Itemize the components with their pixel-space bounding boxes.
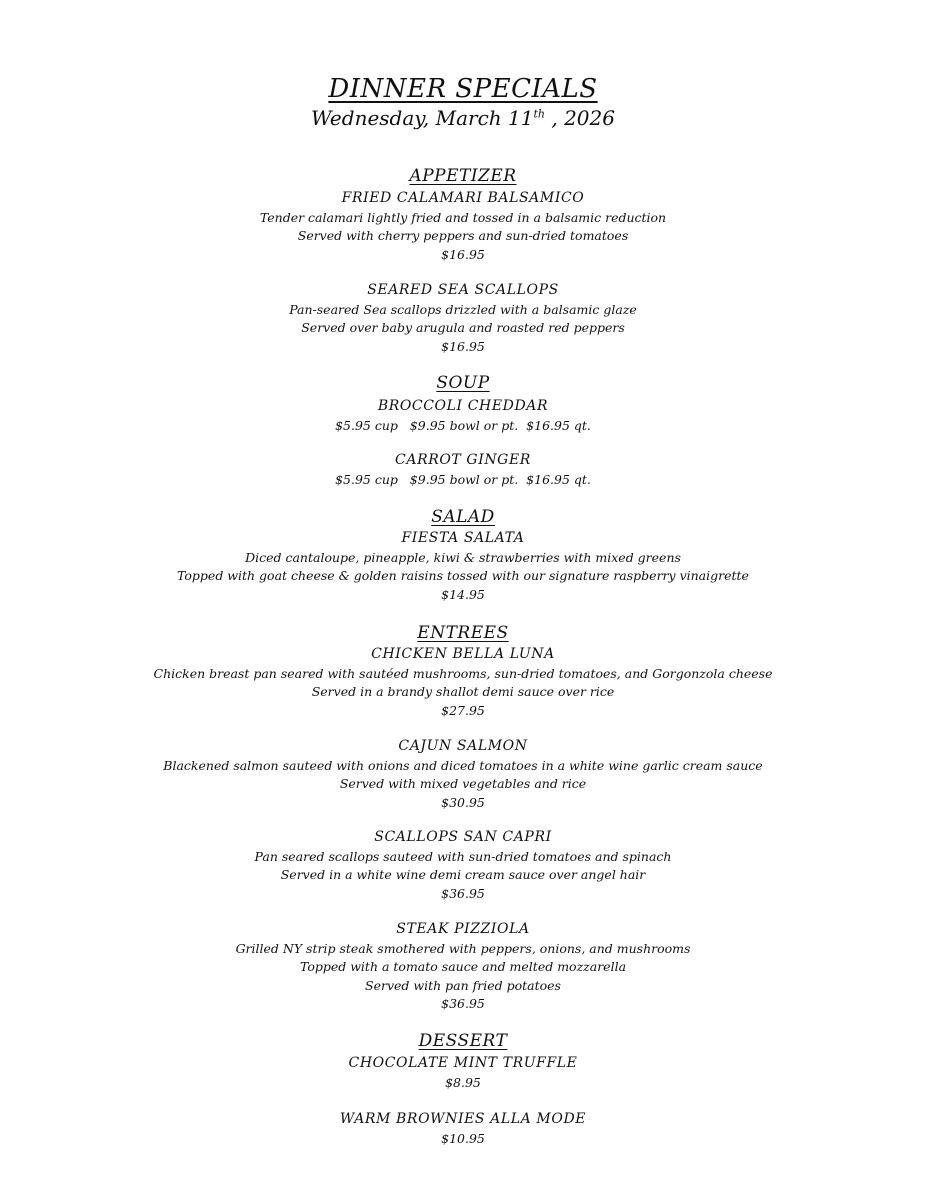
menu-item [0, 920, 926, 1014]
section-heading-appetizer: APPETIZER [409, 166, 517, 186]
item-price: $36.95 [441, 885, 485, 901]
date-text: Wednesday, March 11 [311, 106, 534, 130]
item-description: Chicken breast pan seared with sautéed mushrooms, sun-dried tomatoes, and Gorgonzola cheese [153, 665, 773, 681]
item-name: CHOCOLATE MINT TRUFFLE [348, 1055, 578, 1071]
section-heading-entrees: ENTREES [417, 623, 509, 643]
menu-item [0, 281, 926, 356]
menu-item [0, 737, 926, 812]
item-description: Diced cantaloupe, pineapple, kiwi & strawberries with mixed greens [245, 549, 681, 565]
item-description: Grilled NY strip steak smothered with peppers, onions, and mushrooms [235, 940, 691, 956]
menu-date [0, 104, 926, 132]
item-name: WARM BROWNIES ALLA MODE [339, 1111, 587, 1127]
menu-item [0, 189, 926, 264]
item-description: Topped with a tomato sauce and melted mozzarella [299, 959, 627, 974]
item-description: Topped with goat cheese & golden raisins tossed with our signature raspberry vinaigrette [177, 568, 749, 583]
item-price: $10.95 [441, 1130, 485, 1146]
item-description: Served with cherry peppers and sun-dried tomatoes [297, 228, 629, 243]
menu-title: DINNER SPECIALS [328, 74, 598, 104]
section-heading-soup: SOUP [436, 373, 490, 393]
menu-item [0, 645, 926, 720]
item-name: FIESTA SALATA [401, 530, 525, 546]
item-description: Served with mixed vegetables and rice [339, 776, 587, 791]
menu-item [0, 1054, 926, 1092]
menu-item [0, 397, 926, 435]
item-name: FRIED CALAMARI BALSAMICO [341, 190, 585, 206]
item-description: Pan seared scallops sauteed with sun-dried tomatoes and spinach [254, 848, 672, 864]
item-price: $5.95 cup $9.95 bowl or pt. $16.95 qt. [335, 471, 591, 487]
item-name: CHICKEN BELLA LUNA [371, 646, 555, 662]
item-description: Blackened salmon sauteed with onions and diced tomatoes in a white wine garlic cream sauce [163, 757, 763, 773]
item-description: Served in a white wine demi cream sauce over angel hair [280, 867, 646, 882]
item-price: $5.95 cup $9.95 bowl or pt. $16.95 qt. [335, 417, 591, 433]
item-price: $30.95 [441, 794, 485, 810]
item-name: STEAK PIZZIOLA [396, 921, 530, 937]
item-name: CARROT GINGER [395, 452, 531, 468]
item-price: $27.95 [441, 702, 485, 718]
menu-item [0, 529, 926, 604]
item-name: SCALLOPS SAN CAPRI [374, 829, 552, 845]
section-heading-salad: SALAD [431, 507, 495, 527]
item-name: SEARED SEA SCALLOPS [367, 282, 559, 298]
item-description: Tender calamari lightly fried and tossed in a balsamic reduction [259, 209, 667, 225]
item-description: Served over baby arugula and roasted red peppers [301, 320, 625, 335]
item-price: $36.95 [441, 996, 485, 1011]
item-price: $16.95 [441, 246, 485, 262]
item-price: $14.95 [441, 586, 485, 602]
item-name: CAJUN SALMON [398, 738, 528, 754]
item-price: $16.95 [441, 338, 485, 354]
menu-item [0, 451, 926, 489]
date-ordinal: th [533, 107, 545, 121]
menu-item [0, 1110, 926, 1148]
item-name: BROCCOLI CHEDDAR [377, 398, 549, 414]
item-price: $8.95 [445, 1074, 481, 1090]
date-year: , 2026 [545, 106, 615, 130]
menu-item [0, 828, 926, 903]
item-description: Served with pan fried potatoes [365, 977, 561, 993]
item-description: Served in a brandy shallot demi sauce over rice [311, 684, 615, 699]
item-description: Pan-seared Sea scallops drizzled with a balsamic glaze [289, 301, 637, 317]
section-heading-dessert: DESSERT [418, 1031, 508, 1051]
